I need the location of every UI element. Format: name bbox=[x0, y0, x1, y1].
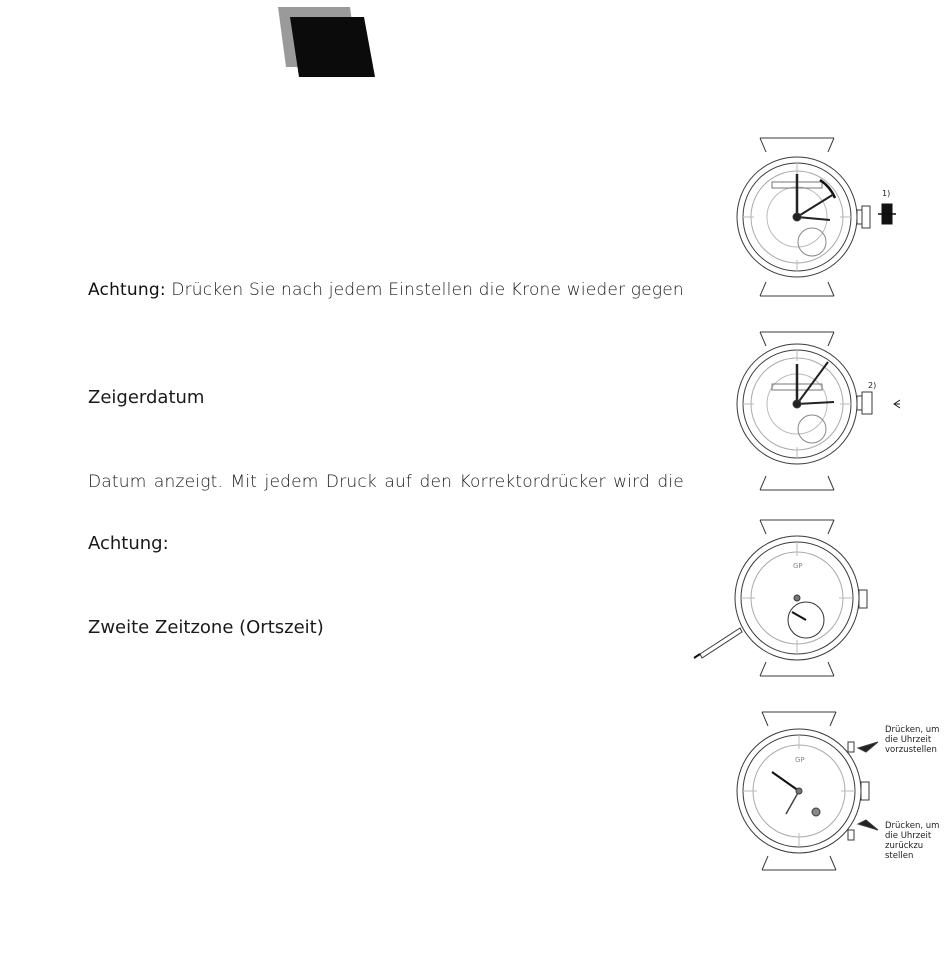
word: Krone bbox=[510, 280, 562, 300]
word: jedem bbox=[328, 280, 383, 300]
crown-icon bbox=[862, 392, 872, 414]
word: jedem bbox=[264, 472, 319, 492]
word: Sie bbox=[248, 280, 276, 300]
achtung-paragraph-line bbox=[88, 280, 684, 300]
date-hand-icon bbox=[797, 402, 834, 404]
second-time-zone-hand-icon bbox=[812, 808, 820, 816]
subdial-icon bbox=[798, 228, 826, 256]
word: die bbox=[657, 472, 684, 492]
word: Druck bbox=[325, 472, 377, 492]
word: anzeigt. bbox=[153, 472, 224, 492]
lower-lug-icon bbox=[762, 856, 836, 870]
brand-logo bbox=[278, 7, 378, 79]
achtung-heading: Achtung: bbox=[88, 533, 169, 554]
word: Datum bbox=[88, 472, 147, 492]
crown-tube-icon bbox=[857, 396, 862, 410]
minute-hand-icon bbox=[786, 791, 799, 814]
word: Drücken bbox=[171, 280, 244, 300]
crown-icon bbox=[862, 206, 870, 228]
zeigerdatum-heading: Zeigerdatum bbox=[88, 387, 205, 408]
fig1-marker: 1) bbox=[882, 189, 891, 198]
lower-lug-icon bbox=[760, 476, 834, 490]
watch-figure-date-corrector bbox=[690, 516, 890, 681]
svg-text:GP: GP bbox=[793, 562, 803, 570]
arrow-lower-pusher-icon bbox=[858, 820, 878, 830]
upper-pusher-icon bbox=[848, 742, 854, 752]
crown-tube-icon bbox=[857, 210, 862, 224]
callout-forward: Drücken, um die Uhrzeit vorzustellen bbox=[885, 725, 940, 755]
watch-figure-crown-setting bbox=[730, 132, 900, 302]
upper-lug-icon bbox=[760, 138, 834, 152]
word: auf bbox=[384, 472, 413, 492]
upper-lug-icon bbox=[762, 712, 836, 726]
word: den bbox=[419, 472, 453, 492]
arrow-left-icon bbox=[894, 400, 900, 408]
lower-lug-icon bbox=[760, 282, 834, 296]
watch-figure-time-zone bbox=[730, 706, 880, 874]
achtung-label: Achtung: bbox=[88, 280, 166, 300]
hour-hand-icon bbox=[772, 772, 799, 791]
datum-paragraph-line bbox=[88, 472, 684, 492]
word: gegen bbox=[630, 280, 684, 300]
watch-figure-crown-pushed bbox=[730, 326, 900, 496]
fig2-marker: 2) bbox=[868, 381, 877, 390]
subdial-icon bbox=[798, 415, 826, 443]
stylus-icon bbox=[700, 628, 742, 658]
word: nach bbox=[281, 280, 324, 300]
word: wieder bbox=[566, 280, 626, 300]
svg-text:GP: GP bbox=[795, 756, 805, 764]
arrow-upper-pusher-icon bbox=[858, 742, 878, 752]
date-hand-icon bbox=[792, 612, 806, 620]
lower-pusher-icon bbox=[848, 830, 854, 840]
word: Mit bbox=[230, 472, 258, 492]
word: Korrektordrücker bbox=[459, 472, 606, 492]
minute-hand-icon bbox=[797, 194, 834, 217]
crown-icon bbox=[859, 590, 867, 608]
zeitzone-heading: Zweite Zeitzone (Ortszeit) bbox=[88, 617, 324, 638]
lower-lug-icon bbox=[760, 662, 834, 676]
crown-icon bbox=[861, 782, 869, 800]
upper-lug-icon bbox=[760, 520, 834, 534]
word: wird bbox=[613, 472, 650, 492]
date-hand-icon bbox=[797, 217, 830, 220]
word: die bbox=[478, 280, 506, 300]
word: Einstellen bbox=[388, 280, 474, 300]
callout-back: Drücken, um die Uhrzeit zurückzu stellen bbox=[885, 821, 940, 861]
minute-hand-icon bbox=[797, 362, 828, 404]
